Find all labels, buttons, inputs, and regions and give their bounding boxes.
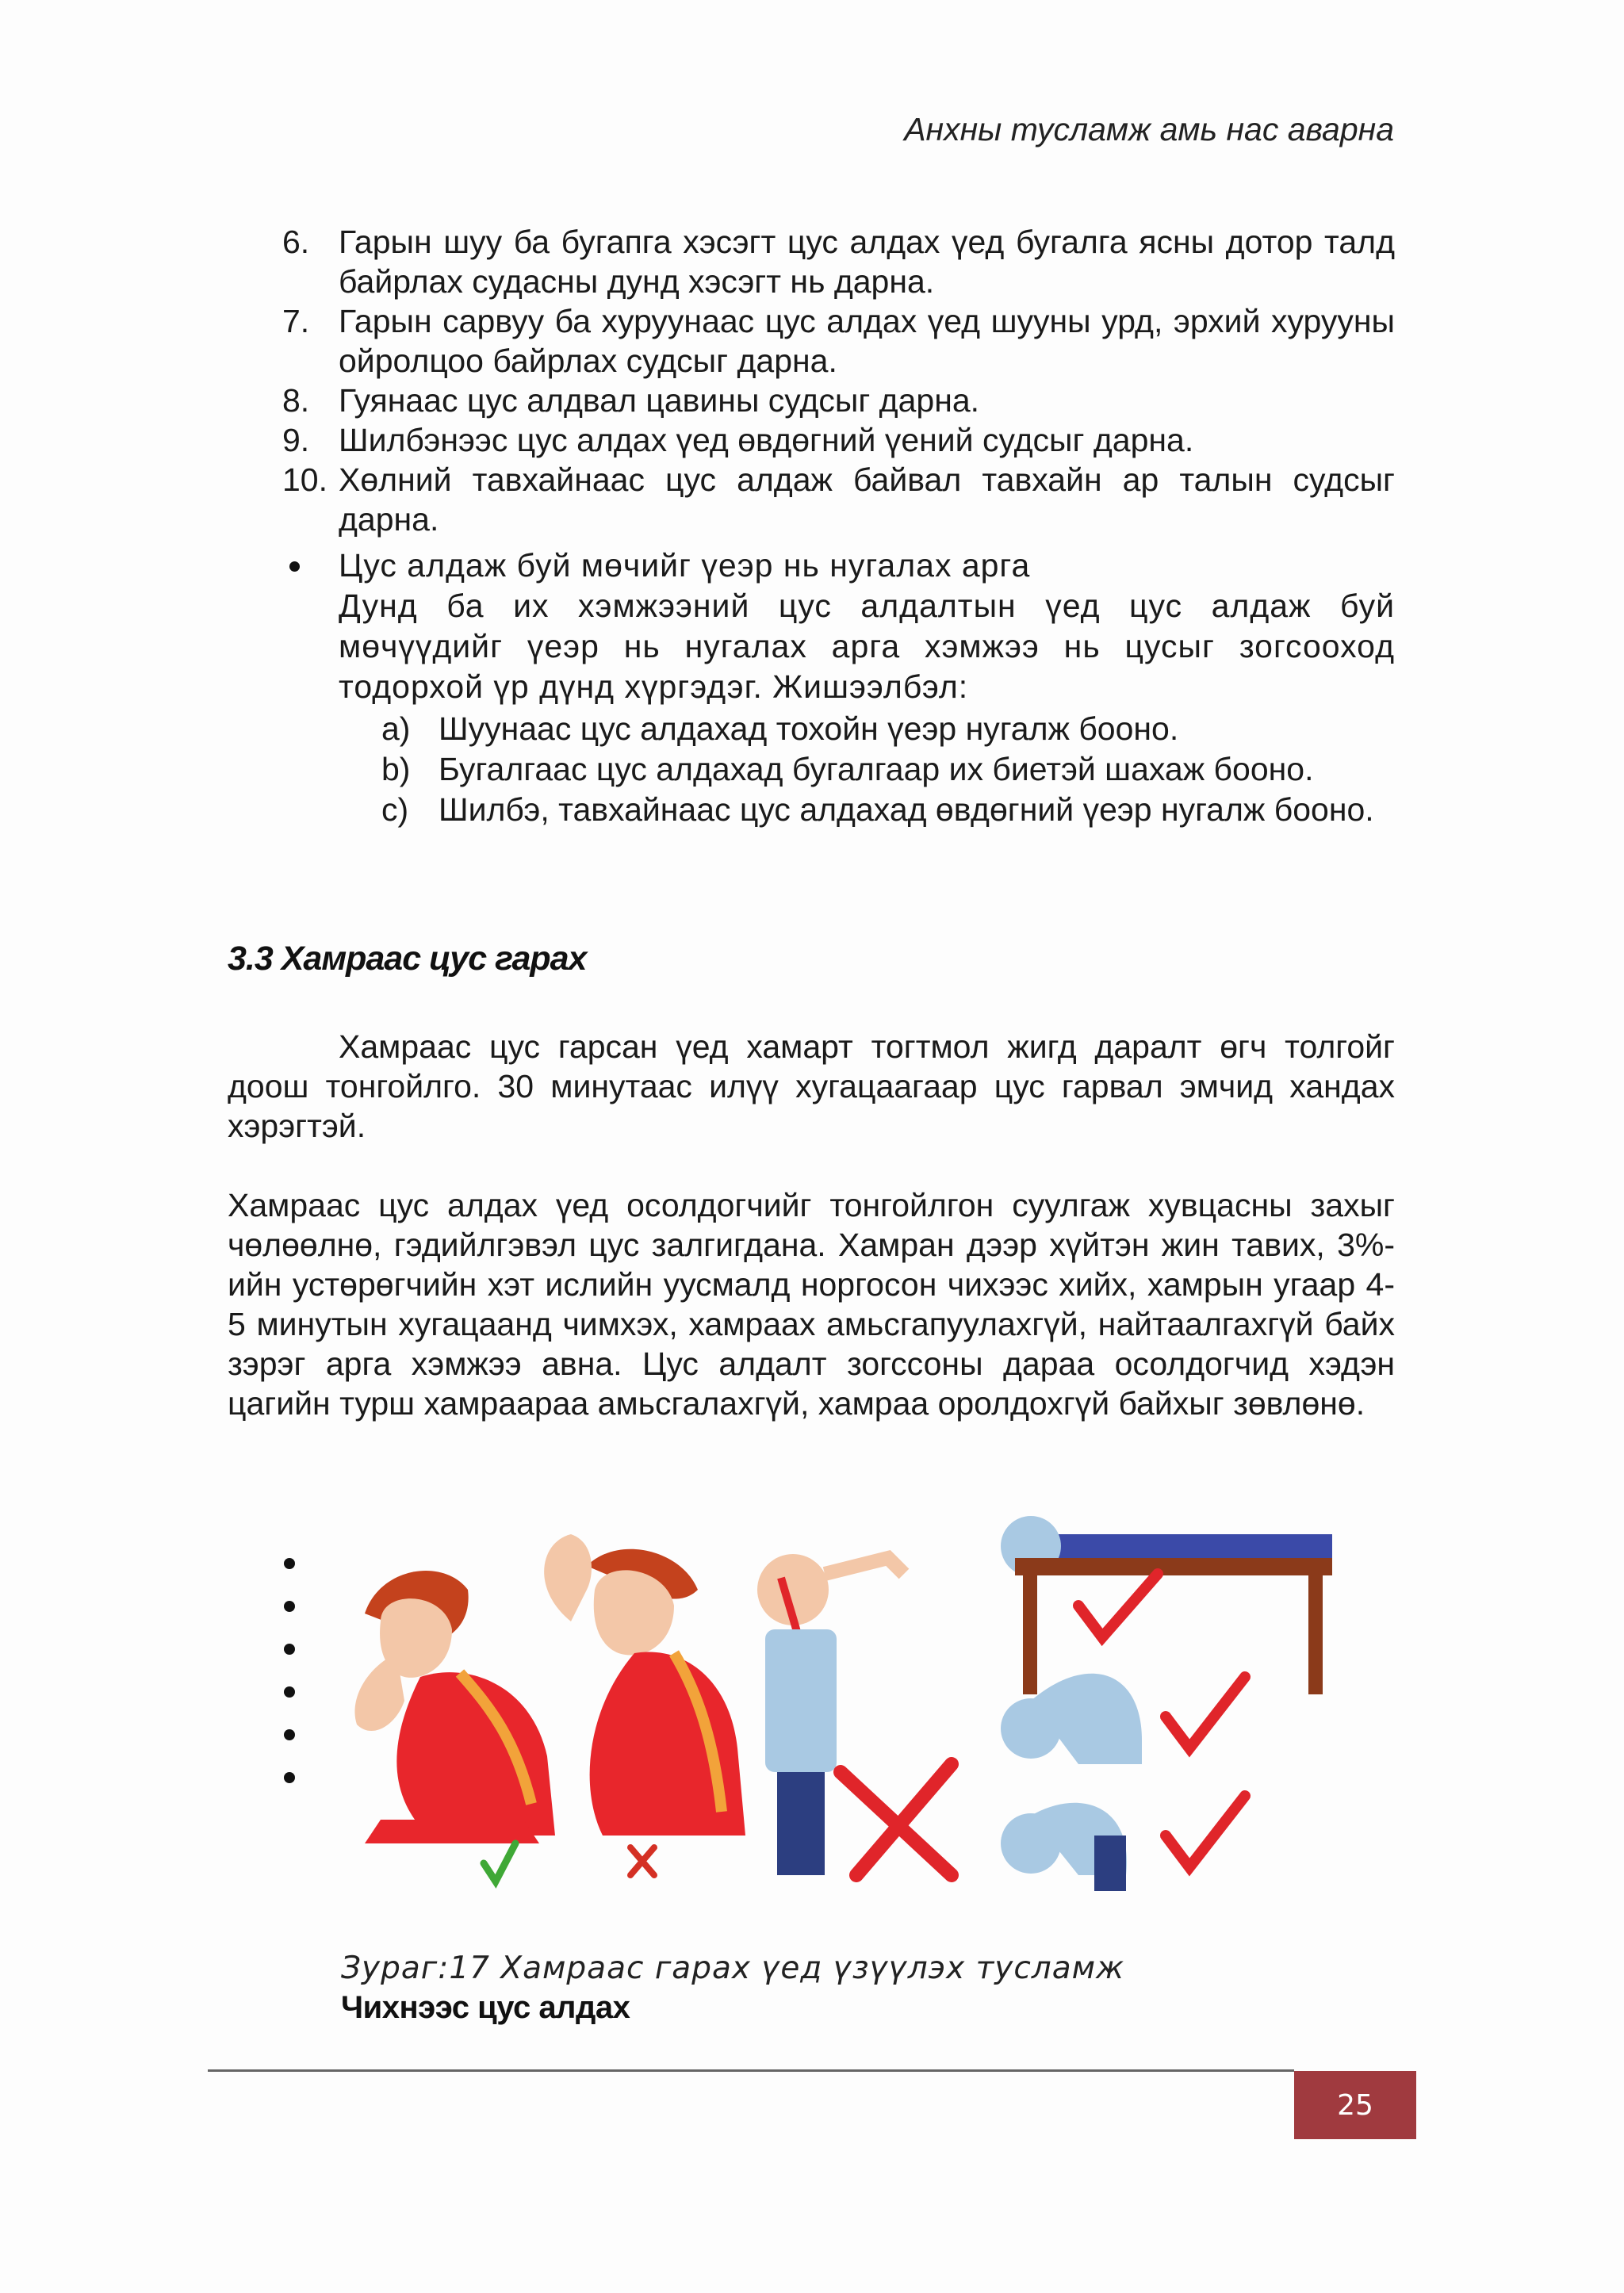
- section-heading: 3.3 Хамраас цус гарах: [228, 940, 587, 978]
- person-tilting-back-illustration: [544, 1534, 745, 1836]
- sub-list-letter: b): [381, 751, 411, 787]
- sub-list: [228, 709, 1395, 830]
- list-item: [228, 222, 1395, 301]
- check-icon: [484, 1843, 515, 1881]
- bullet-dot-icon: [284, 1686, 295, 1698]
- bullet-section: [228, 545, 1395, 830]
- list-number: 6.: [282, 224, 310, 260]
- page-number-badge: [1294, 2071, 1416, 2139]
- sub-list-text: Бугалгаас цус алдахад бугалгаар их биетэй шахаж бооно.: [439, 751, 1314, 787]
- sub-list-letter: c): [381, 791, 409, 828]
- list-text: Гарын шуу ба бугапга хэсэгт цус алдах үед бугалга ясны дотор талд байрлах судасны дунд хэсэгт нь дарна.: [339, 224, 1395, 300]
- bullet-paragraph: Дунд ба их хэмжээний цус алдалтын үед цус алдаж буй мөчүүдийг үеэр нь нугалах арга хэмжээ нь цусыг зогсооход тодорхой үр дүнд хүргэдэг. Жишээлбэл:: [339, 588, 1395, 705]
- bullet-dot-icon: [289, 561, 300, 572]
- list-number: 8.: [282, 382, 310, 419]
- list-item: [228, 301, 1395, 381]
- list-number: 7.: [282, 303, 310, 339]
- person-leaning-forward-illustration: [354, 1571, 555, 1843]
- page-number: 25: [1337, 2088, 1373, 2122]
- sub-list-text: Шуунаас цус алдахад тохойн үеэр нугалж бооно.: [439, 710, 1179, 747]
- bullet-dot-icon: [284, 1644, 295, 1655]
- bullet-dot-icon: [284, 1772, 295, 1783]
- bullet-dot-icon: [284, 1601, 295, 1612]
- running-header: Анхны тусламж амь нас аварна: [904, 111, 1394, 147]
- list-item: [228, 420, 1395, 460]
- numbered-list: [228, 222, 1395, 539]
- figure-caption: Зураг:17 Хамраас гарах үед үзүүлэх тусламж: [341, 1950, 1125, 1986]
- list-text: Шилбэнээс цус алдах үед өвдөгний үений судсыг дарна.: [339, 422, 1194, 458]
- list-text: Хөлний тавхайнаас цус алдаж байвал тавхайн ар талын судсыг дарна.: [339, 461, 1395, 538]
- nosebleed-illustration: [333, 1503, 1372, 1899]
- list-text: Гарын сарвуу ба хуруунаас цус алдах үед шууны урд, эрхий хурууны ойролцоо байрлах судсыг дарна.: [339, 303, 1395, 379]
- list-number: 9.: [282, 422, 310, 458]
- paragraph: Хамраас цус алдах үед осолдогчийг тонгойлгон суулгаж хувцасны захыг чөлөөлнө, гэдийлгэвэл цус залгигдана. Хамран дээр хүйтэн жин тавих, 3%-ийн устөрөгчийн хэт ислийн уусмалд норгосон чихээс хийх, хамрын угаар 4-5 минутын хугацаанд чимхэх, хамраах амьсгапуулахгүй, найтаалгахгүй байх зэрэг арга хэмжээ авна. Цус алдалт зогссоны дараа осолдогчид хэдэн цагийн турш хамраараа амьсгалахгүй, хамраа оролдохгүй байхыг зөвлөнө.: [228, 1187, 1395, 1422]
- cross-icon: [630, 1847, 654, 1875]
- list-number: 10.: [282, 461, 327, 498]
- list-item: [228, 460, 1395, 539]
- paragraph: Хамраас цус гарсан үед хамарт тогтмол жигд даралт өгч толгойг доош тонгойлго. 30 минутаас илүү хугацаагаар цус гарвал эмчид хандах хэрэгтэй.: [228, 1028, 1395, 1144]
- sub-list-letter: a): [381, 710, 411, 747]
- subsection-heading: Чихнээс цус алдах: [341, 1990, 630, 2025]
- bullet-heading: [228, 545, 1395, 586]
- anatomy-head-back-illustration: [757, 1554, 952, 1875]
- footer-divider: [208, 2069, 1294, 2072]
- sub-list-item: [228, 709, 1395, 749]
- bullet-dot-icon: [284, 1729, 295, 1740]
- bullet-dot-icon: [284, 1558, 295, 1569]
- correct-positions-illustration: [1001, 1516, 1332, 1891]
- sub-list-item: [228, 790, 1395, 830]
- sub-list-text: Шилбэ, тавхайнаас цус алдахад өвдөгний үеэр нугалж бооно.: [439, 791, 1374, 828]
- empty-bullet-list: [284, 1558, 295, 1815]
- bullet-heading-text: Цус алдаж буй мөчийг үеэр нь нугалах арга: [339, 547, 1031, 584]
- sub-list-item: [228, 749, 1395, 790]
- list-item: [228, 381, 1395, 420]
- list-text: Гуянаас цус алдвал цавины судсыг дарна.: [339, 382, 980, 419]
